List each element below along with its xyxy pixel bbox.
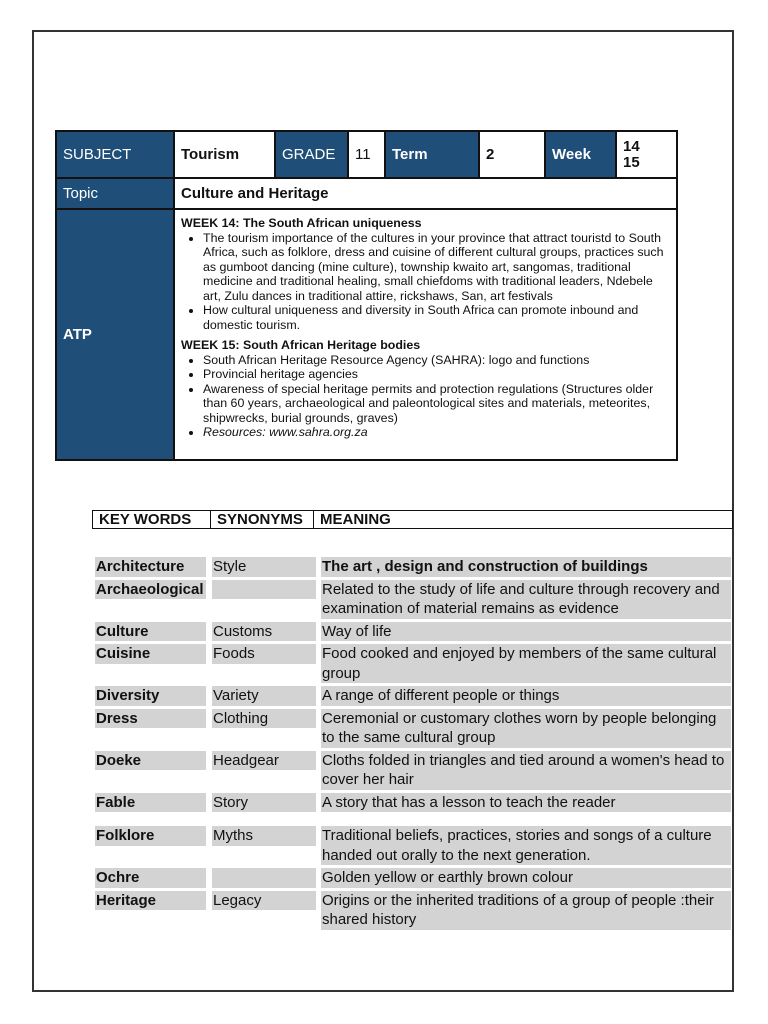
week15-title: WEEK 15: South African Heritage bodies	[181, 338, 421, 352]
lesson-header-table	[55, 130, 678, 461]
keyword-synonym	[212, 580, 316, 600]
keyword-row	[95, 557, 731, 577]
keyword-synonym: Foods	[212, 644, 316, 664]
keyword-synonym	[212, 868, 316, 888]
keyword-meaning: The art , design and construction of buildings	[321, 557, 731, 577]
keyword-meaning: A range of different people or things	[321, 686, 731, 706]
keyword-word: Culture	[95, 622, 206, 642]
week15-item: • South African Heritage Resource Agency (SAHRA): logo and functions	[203, 353, 670, 368]
week15-list	[181, 353, 670, 440]
keyword-row	[95, 709, 731, 748]
keyword-row	[95, 793, 731, 813]
week14-item: • How cultural uniqueness and diversity in South Africa can promote inbound and domestic tourism.	[203, 303, 670, 332]
keyword-row	[95, 751, 731, 790]
keyword-word: Architecture	[95, 557, 206, 577]
keyword-synonym: Myths	[212, 826, 316, 846]
keyword-synonym: Style	[212, 557, 316, 577]
keyword-word: Diversity	[95, 686, 206, 706]
col-keywords: KEY WORDS	[93, 511, 211, 528]
keyword-row	[95, 826, 731, 865]
subject-value: Tourism	[175, 132, 276, 179]
keyword-synonym: Variety	[212, 686, 316, 706]
keyword-row	[95, 580, 731, 619]
keyword-synonym: Legacy	[212, 891, 316, 911]
keyword-word: Dress	[95, 709, 206, 729]
keyword-word: Folklore	[95, 826, 206, 846]
week-value-14: 14	[623, 137, 640, 155]
keyword-row	[95, 868, 731, 888]
week14-list	[181, 231, 670, 333]
keyword-meaning: Traditional beliefs, practices, stories and songs of a culture handed out orally to the next generation.	[321, 826, 731, 865]
keyword-row	[95, 891, 731, 930]
keyword-meaning: Ceremonial or customary clothes worn by people belonging to the same cultural group	[321, 709, 731, 748]
keyword-synonym: Story	[212, 793, 316, 813]
week-value-15: 15	[623, 153, 640, 171]
grade-value: 11	[349, 132, 386, 179]
topic-value: Culture and Heritage	[175, 179, 676, 210]
keyword-row	[95, 644, 731, 683]
keyword-meaning: Related to the study of life and culture through recovery and examination of material remains as evidence	[321, 580, 731, 619]
atp-label: ATP	[57, 210, 175, 459]
keyword-meaning: Food cooked and enjoyed by members of the same cultural group	[321, 644, 731, 683]
keyword-synonym: Clothing	[212, 709, 316, 729]
keyword-word: Ochre	[95, 868, 206, 888]
keyword-meaning: Cloths folded in triangles and tied around a women's head to cover her hair	[321, 751, 731, 790]
subject-label: SUBJECT	[57, 132, 175, 179]
keyword-row	[95, 622, 731, 642]
keyword-meaning: Golden yellow or earthly brown colour	[321, 868, 731, 888]
atp-content	[175, 210, 676, 459]
keyword-row	[95, 686, 731, 706]
col-meaning: MEANING	[320, 511, 391, 528]
keyword-word: Heritage	[95, 891, 206, 911]
week15-item: • Awareness of special heritage permits and protection regulations (Structures older than 60 years, archaeological and paleontological sites and materials, meteorites, shipwrecks, burial grounds, graves)	[203, 382, 670, 426]
keyword-meaning: Way of life	[321, 622, 731, 642]
keyword-word: Cuisine	[95, 644, 206, 664]
keyword-word: Fable	[95, 793, 206, 813]
week-label: Week	[546, 132, 617, 179]
term-label: Term	[386, 132, 480, 179]
resources-item: • Resources: www.sahra.org.za	[203, 425, 670, 440]
grade-label: GRADE	[276, 132, 349, 179]
week-value	[617, 132, 676, 179]
term-value: 2	[480, 132, 546, 179]
week14-item: • The tourism importance of the cultures in your province that attract touristd to South Africa, such as folklore, dress and cuisine of different cultural groups, practices such as gumboot dancing (mine culture), township kwaito art, sangomas, traditional medicine and traditional healing, small chiefdoms with traditional leaders, Ndebele art, Zulu dances in traditional attire, rickshaws, San, art festivals	[203, 231, 670, 304]
week15-item: • Provincial heritage agencies	[203, 367, 670, 382]
keyword-synonym: Headgear	[212, 751, 316, 771]
keyword-synonym: Customs	[212, 622, 316, 642]
keyword-word: Doeke	[95, 751, 206, 771]
col-synonyms: SYNONYMS	[211, 511, 314, 528]
keyword-word: Archaeological	[95, 580, 206, 600]
keywords-list	[95, 557, 731, 933]
keyword-meaning: Origins or the inherited traditions of a group of people :their shared history	[321, 891, 731, 930]
topic-label: Topic	[57, 179, 175, 210]
keywords-header	[92, 510, 733, 529]
week14-title: WEEK 14: The South African uniqueness	[181, 216, 422, 230]
keyword-meaning: A story that has a lesson to teach the reader	[321, 793, 731, 813]
